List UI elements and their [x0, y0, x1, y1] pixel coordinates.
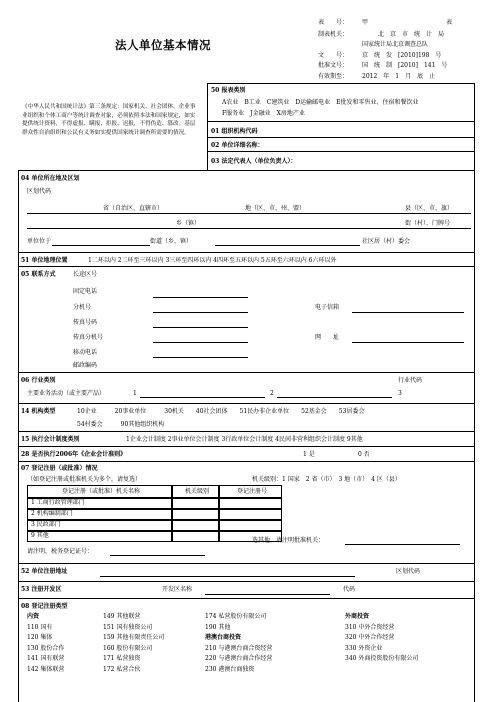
approve-value: 国 统 制 [2010] 141 号 [362, 62, 448, 69]
reg-type-item[interactable]: 320 中外合作经营 [345, 634, 395, 641]
s53-code: 代码 [343, 586, 356, 593]
s04-line1 [27, 213, 471, 214]
s05-ext: 分机号 [73, 304, 92, 311]
reg-col2: 机关级别 [184, 488, 209, 495]
page-title: 法人单位基本情况 [115, 38, 211, 52]
s04-area-code: 区划代码 [27, 188, 52, 195]
reg-row-no[interactable] [219, 498, 282, 509]
reg-row-level[interactable] [172, 509, 219, 520]
s06-n3: 3 [398, 390, 402, 397]
reg-type-item[interactable]: 110 国有 [27, 623, 53, 631]
s06-n1: 1 [133, 390, 137, 397]
org-line2: 国家统计局北京调查总队 [362, 41, 429, 48]
s05-label: 05 联系方式 [21, 271, 56, 278]
doc-label: 文 号： [318, 52, 349, 59]
s04-located-line [52, 245, 150, 246]
s04-subdistrict-line [215, 245, 360, 246]
s14-row2: 54村委会 90其他组织机构 [77, 421, 165, 428]
reg-type-item[interactable]: 171 私营独资 [103, 655, 141, 662]
s04-township: 乡（镇） [176, 220, 201, 227]
s05-mobile: 移动电话 [73, 349, 98, 356]
rule-top [207, 83, 474, 84]
s05-email-line [352, 312, 464, 313]
reg-row-label: 2 机构编制部门 [31, 510, 73, 517]
s05-fax-ext: 传真分机号 [73, 334, 104, 341]
s04-county: 县（区、市、旗） [405, 205, 454, 212]
rule-14 [18, 431, 474, 432]
reg-type-item[interactable]: 172 私营合伙 [103, 665, 141, 673]
rule-frame-left [18, 170, 19, 702]
s04-line2 [27, 228, 471, 229]
form-no-label: 表 号： [318, 19, 349, 26]
rule-02 [207, 151, 474, 152]
reg-type-item[interactable]: 174 私营股份有限公司 [205, 613, 267, 620]
s52-label: 52 单位注册地址 [21, 568, 68, 575]
reg-row-name[interactable] [27, 498, 172, 509]
rule-15 [18, 446, 474, 447]
reg-header-level [172, 485, 219, 498]
reg-type-item[interactable]: 160 股份有限公司 [103, 644, 153, 652]
s53-dev-name: 开发区名称 [162, 586, 193, 593]
s06-n2: 2 [270, 390, 274, 397]
s50-line2: F服务业 J金融业 X房地产业 [222, 110, 305, 117]
rule-51 [18, 266, 474, 267]
s07-tax-no: 请注明，税务登记证号： [27, 548, 94, 555]
s08-label: 08 登记注册类型 [21, 603, 68, 610]
reg-type-item[interactable]: 151 国有独资公司 [103, 623, 153, 631]
rule-52 [18, 581, 474, 582]
reg-type-item[interactable]: 149 其他联营 [103, 613, 141, 620]
s15-label: 15 执行会计制度类别 [21, 436, 80, 443]
reg-type-item[interactable]: 310 中外合资经营 [345, 623, 395, 631]
reg-row-label: 9 其他 [31, 532, 49, 539]
reg-type-item[interactable]: 141 国有联营 [27, 655, 65, 662]
rule-50 [207, 121, 474, 122]
s14-row1: 10企业 20事业单位 30机关 40社会团体 51民办非企业单位 52基金会 53居委会 [77, 408, 365, 415]
s05-mobile-line [153, 357, 248, 358]
reg-header-no [219, 485, 282, 498]
reg-row-name[interactable] [27, 509, 172, 520]
s04-label: 04 单位所在地及区划 [21, 175, 80, 182]
reg-type-item[interactable]: 210 与港澳台商合资经营 [205, 644, 273, 652]
s52-line [100, 576, 355, 577]
s05-fax: 传真号码 [73, 319, 98, 326]
s53-dev-line [205, 594, 330, 595]
s05-area-code: 长途区号 [73, 271, 98, 278]
s52-area-code: 区划代码 [396, 568, 421, 575]
s06-line-1 [140, 397, 265, 398]
s04-located: 单位位于 [27, 238, 52, 245]
reg-row-no[interactable] [219, 509, 282, 520]
s50-line1: A农业 B工业 C建筑业 D运输邮电业 E批发和零售业、住宿和餐饮业 [222, 99, 419, 106]
rule-right-block-left [207, 83, 208, 170]
reg-type-item[interactable]: 230 港澳台商独资 [205, 665, 255, 673]
rule-03 [18, 170, 474, 171]
reg-row-label: 1 工商行政管理部门 [31, 499, 85, 506]
s51-label: 51 单位地理位置 [21, 257, 68, 264]
reg-row-level[interactable] [172, 520, 219, 531]
reg-type-item[interactable]: 220 与港澳台商合作经营 [205, 655, 273, 662]
s04-community: 社区居（村）委会 [362, 238, 411, 245]
reg-type-item[interactable]: 外商投资 [345, 613, 370, 620]
s05-website-line [352, 342, 464, 343]
s28-yes[interactable]: 1 是 [303, 451, 315, 458]
s28-no[interactable]: 0 否 [358, 451, 370, 458]
s05-phone-line [153, 297, 248, 298]
s02-label: 02 单位详细名称： [211, 142, 264, 149]
s05-email: 电子信箱 [315, 304, 340, 311]
reg-row-label: 3 民政部门 [31, 521, 61, 528]
form-no-value: 甲 表 [362, 19, 453, 26]
rule-06 [18, 403, 474, 404]
s06-industry-code: 行业代码 [398, 377, 423, 384]
reg-row-no[interactable] [219, 520, 282, 531]
rule-53 [18, 598, 474, 599]
s06-line-2 [277, 397, 392, 398]
rule-frame-right [474, 83, 475, 702]
reg-col1: 登记注册（或批准）机关名称 [61, 488, 140, 495]
reg-type-item[interactable]: 190 其他 [205, 623, 231, 631]
approve-label: 批准文号： [318, 62, 349, 69]
s04-subdistrict: 街道（乡、镇） [150, 238, 193, 245]
rule-04 [18, 252, 474, 253]
rule-07 [18, 563, 474, 564]
s05-postcode: 邮政编码 [73, 362, 98, 369]
reg-type-item[interactable]: 130 股份合作 [27, 644, 65, 652]
s14-label: 14 机构类型 [21, 408, 56, 415]
s04-prefecture: 地（区、市、州、盟） [245, 205, 306, 212]
s05-fax-ext-line [153, 342, 248, 343]
s04-province: 省（自治区、直辖市） [103, 205, 164, 212]
org-line1: 北 京 市 统 计 局 [378, 31, 445, 38]
s28-label: 28 是否执行2006年《企业会计准则》 [21, 451, 127, 458]
s05-fax-line [153, 327, 248, 328]
valid-label: 有效期至： [318, 73, 349, 80]
s05-website: 网 址 [315, 334, 340, 341]
s53-label: 53 注册开发区 [21, 586, 62, 593]
reg-type-item[interactable]: 内资 [27, 613, 40, 620]
s06-main-activity: 主要业务活动（或主要产品） [27, 390, 106, 397]
reg-type-item[interactable]: 142 集体联营 [27, 665, 65, 673]
rule-05 [18, 372, 474, 373]
s03-label: 03 法定代表人（单位负责人）： [211, 158, 297, 165]
reg-col3: 登记注册号 [236, 488, 267, 495]
s50-label: 50 报表类别 [211, 87, 246, 94]
intro-text: 《中华人民共和国统计法》第三条规定：国家机关、社会团体、企业事业组织和个体工商户等统计调查对象，必须依照本法和国家规定，如实提供统计资料，不得虚报、瞒报、拒报、迟报，不得伪造、篡改。基层群众性自治组织和公民有义务如实提供国家统计调查所需要的情况。 [22, 104, 196, 137]
reg-type-item[interactable]: 159 其他有限责任公司 [103, 634, 165, 641]
s07-other-line [345, 544, 460, 545]
s01-label: 01 组织机构代码 [211, 128, 258, 135]
org-label: 制表机关： [318, 31, 349, 38]
doc-value: 京 统 发 [2010]198 号 [362, 52, 442, 59]
reg-header-name [27, 485, 172, 498]
reg-row-name[interactable] [27, 531, 172, 542]
reg-type-item[interactable]: 340 外商投资股份有限公司 [345, 655, 419, 662]
s05-phone: 固定电话 [73, 288, 98, 295]
s07-tax-line [110, 555, 205, 556]
reg-row-level[interactable] [172, 498, 219, 509]
s07-note: （如登记注册或批准机关为多个，请复选） [27, 476, 142, 483]
rule-01 [207, 137, 474, 138]
s04-street: 街（村）、门牌号 [405, 220, 451, 227]
reg-type-item[interactable]: 港澳台商投资 [205, 634, 242, 641]
reg-row-level[interactable] [172, 531, 219, 542]
reg-type-item[interactable]: 330 外资企业 [345, 644, 383, 652]
s15-options: 1企业会计制度 2事业单位会计制度 3行政单位会计制度 4民间非营利组织会计制度 9其他 [126, 436, 363, 443]
s05-ext-line [153, 312, 248, 313]
s07-other-note: 选其他，请注明批准机关： [252, 537, 325, 544]
s07-label: 07 登记注册（或批准）情况 [21, 465, 98, 472]
s07-level: 机关级别：1 国家 2 省（市） 3 地（市） 4 区（县） [252, 476, 401, 483]
s06-label: 06 行业类别 [21, 377, 56, 384]
valid-value: 2012 年 1 月 底 止 [362, 73, 436, 80]
s51-options: 1二环以内 2二环至三环以内 3三环至四环以内 4四环至五环以内 5五环至六环以内 6六环以外 [88, 257, 337, 264]
rule-28 [18, 461, 474, 462]
reg-type-item[interactable]: 120 集体 [27, 634, 53, 641]
reg-row-name[interactable] [27, 520, 172, 531]
